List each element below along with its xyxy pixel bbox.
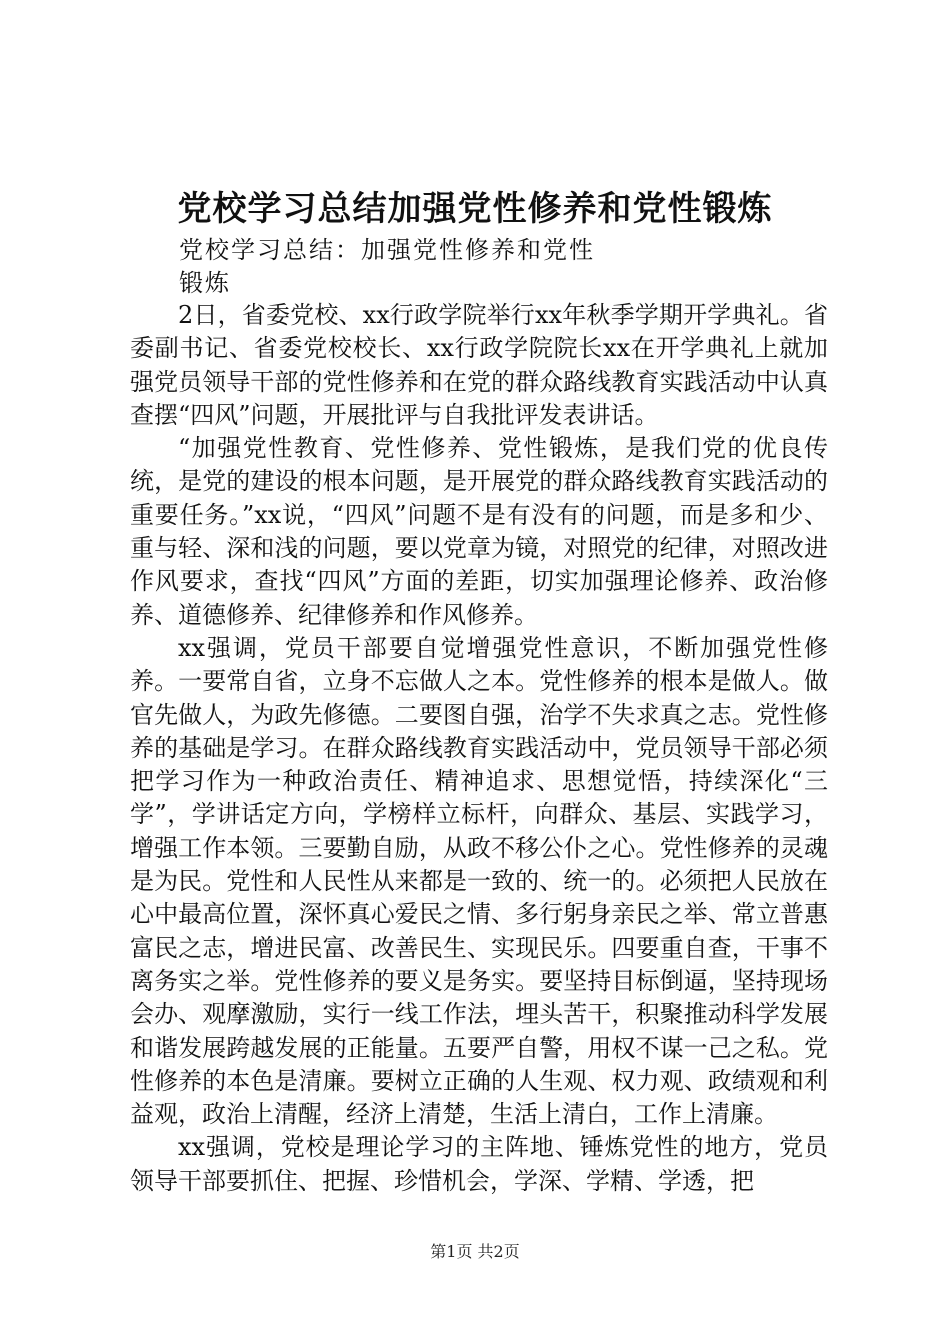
body-paragraph: “加强党性教育、党性修养、党性锻炼，是我们党的优良传统，是党的建设的根本问题，是开展党的群众路线教育实践活动的重要任务。”xx说，“四风”问题不是有没有的问题，而是多和少、重与轻、深和浅的问题，要以党章为镜，对照党的纪律，对照改进作风要求，查找“四风”方面的差距，切实加强理论修养、政治修养、道德修养、纪律修养和作风修养。 [130, 434, 828, 629]
page-number-footer: 第1页 共2页 [430, 1242, 520, 1261]
document-title: 党校学习总结加强党性修养和党性锻炼 [177, 189, 773, 229]
body-paragraph: xx强调，党员干部要自觉增强党性意识，不断加强党性修养。一要常自省，立身不忘做人之本。党性修养的根本是做人。做官先做人，为政先修德。二要图自强，治学不失求真之志。党性修养的基础是学习。在群众路线教育实践活动中，党员领导干部必须把学习作为一种政治责任、精神追求、思想觉悟，持续深化“三学”，学讲话定方向，学榜样立标杆，向群众、基层、实践学习，增强工作本领。三要勤自励，从政不移公仆之心。党性修养的灵魂是为民。党性和人民性从来都是一致的、统一的。必须把人民放在心中最高位置，深怀真心爱民之情、多行躬身亲民之举、常立普惠富民之志，增进民富、改善民生、实现民乐。四要重自查，干事不离务实之举。党性修养的要义是务实。要坚持目标倒逼，坚持现场会办、观摩激励，实行一线工作法，埋头苦干，积聚推动科学发展和谐发展跨越发展的正能量。五要严自警，用权不谋一己之私。党性修养的本色是清廉。要树立正确的人生观、权力观、政绩观和利益观，政治上清醒，经济上清楚，生活上清白，工作上清廉。 [130, 633, 828, 1129]
document-body [130, 299, 828, 1198]
body-paragraph: 2日，省委党校、xx行政学院举行xx年秋季学期开学典礼。省委副书记、省委党校校长、xx行政学院院长xx在开学典礼上就加强党员领导干部的党性修养和在党的群众路线教育实践活动中认真查摆“四风”问题，开展批评与自我批评发表讲话。 [130, 301, 828, 429]
body-paragraph: xx强调，党校是理论学习的主阵地、锤炼党性的地方，党员领导干部要抓住、把握、珍惜机会，学深、学精、学透，把 [130, 1133, 828, 1195]
document-subtitle: 党校学习总结：加强党性修养和党性锻炼 [179, 236, 595, 297]
